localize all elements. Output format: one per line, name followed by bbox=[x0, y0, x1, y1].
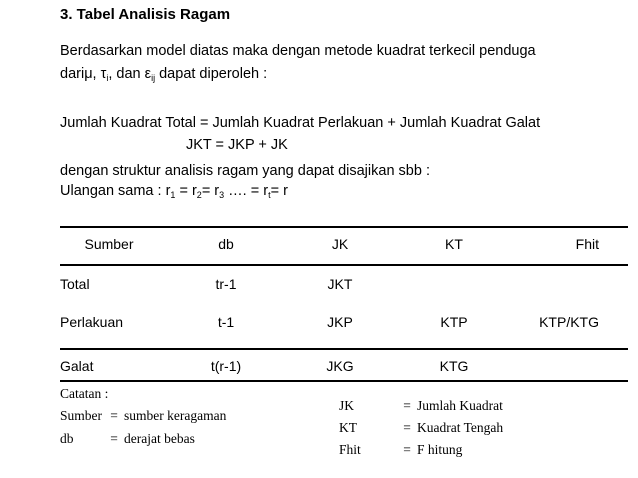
note-right-3 bbox=[339, 442, 462, 458]
ulangan-text-2: = r bbox=[201, 183, 220, 199]
note-desc: derajat bebas bbox=[124, 431, 195, 446]
note-equals: = bbox=[110, 431, 118, 446]
note-desc: F hitung bbox=[417, 442, 463, 457]
note-term: Sumber bbox=[60, 408, 102, 423]
intro-text-c: , dan bbox=[108, 66, 145, 82]
intro-line-1: Berdasarkan model diatas maka dengan metode kuadrat terkecil penduga bbox=[60, 43, 536, 59]
ulangan-sub-2: 2 bbox=[196, 190, 202, 200]
note-equals: = bbox=[110, 408, 118, 423]
ulangan-line bbox=[60, 183, 288, 200]
note-equals: = bbox=[403, 442, 411, 457]
section-title: 3. Tabel Analisis Ragam bbox=[60, 6, 231, 23]
struktur-line: dengan struktur analisis ragam yang dapat disajikan sbb : bbox=[60, 163, 430, 179]
cell-db: tr-1 bbox=[215, 276, 237, 292]
epsilon-symbol: ε bbox=[144, 66, 152, 82]
note-right-1 bbox=[339, 398, 503, 414]
note-term: Fhit bbox=[339, 442, 361, 457]
epsilon-subscript: ij bbox=[151, 73, 156, 83]
note-term: JK bbox=[339, 398, 355, 413]
table-rule-header bbox=[60, 264, 628, 266]
note-equals: = bbox=[403, 420, 411, 435]
cell-sumber: Total bbox=[60, 276, 90, 292]
note-desc: sumber keragaman bbox=[124, 408, 227, 423]
cell-sumber: Perlakuan bbox=[60, 314, 124, 330]
note-desc: Jumlah Kuadrat bbox=[417, 398, 503, 413]
table-rule-top bbox=[60, 226, 628, 228]
note-right-2 bbox=[339, 420, 503, 436]
cell-jk: JKG bbox=[326, 358, 354, 374]
ulangan-text-3: …. = r bbox=[224, 183, 269, 199]
ulangan-sub-3: 3 bbox=[219, 190, 225, 200]
jkt-equation: JKT = JKP + JK bbox=[186, 137, 288, 153]
ulangan-prefix: Ulangan sama : r bbox=[60, 183, 171, 199]
cell-jk: JKT bbox=[327, 276, 353, 292]
header-fhit: Fhit bbox=[575, 236, 599, 252]
cell-db: t(r-1) bbox=[210, 358, 242, 374]
header-sumber: Sumber bbox=[84, 236, 134, 252]
cell-db: t-1 bbox=[217, 314, 235, 330]
cell-fhit: KTP/KTG bbox=[539, 314, 599, 330]
cell-sumber: Galat bbox=[60, 358, 94, 374]
mu-symbol: μ bbox=[84, 66, 93, 82]
header-jk: JK bbox=[331, 236, 349, 252]
table-rule-bottom bbox=[60, 380, 628, 382]
jk-equation: Jumlah Kuadrat Total = Jumlah Kuadrat Perlakuan + Jumlah Kuadrat Galat bbox=[60, 115, 541, 131]
intro-line-2 bbox=[60, 66, 267, 83]
note-term: KT bbox=[339, 420, 357, 435]
tau-symbol: τ bbox=[100, 66, 107, 82]
note-desc: Kuadrat Tengah bbox=[417, 420, 504, 435]
ulangan-sub-4: t bbox=[268, 190, 271, 200]
catatan-title: Catatan : bbox=[60, 386, 109, 401]
cell-jk: JKP bbox=[327, 314, 353, 330]
header-kt: KT bbox=[445, 236, 463, 252]
cell-kt: KTG bbox=[439, 358, 469, 374]
note-term: db bbox=[60, 431, 74, 446]
cell-kt: KTP bbox=[440, 314, 468, 330]
note-left-2 bbox=[60, 431, 195, 447]
intro-text-b: , bbox=[92, 66, 101, 82]
table-rule-middle bbox=[60, 348, 628, 350]
intro-text-d: dapat diperoleh : bbox=[155, 66, 268, 82]
ulangan-sub-1: 1 bbox=[170, 190, 176, 200]
intro-text-a: dari bbox=[60, 66, 85, 82]
header-db: db bbox=[218, 236, 234, 252]
tau-subscript: i bbox=[106, 73, 109, 83]
ulangan-text-4: = r bbox=[270, 183, 288, 199]
note-left-1 bbox=[60, 408, 226, 424]
note-equals: = bbox=[403, 398, 411, 413]
ulangan-text-1: = r bbox=[175, 183, 197, 199]
